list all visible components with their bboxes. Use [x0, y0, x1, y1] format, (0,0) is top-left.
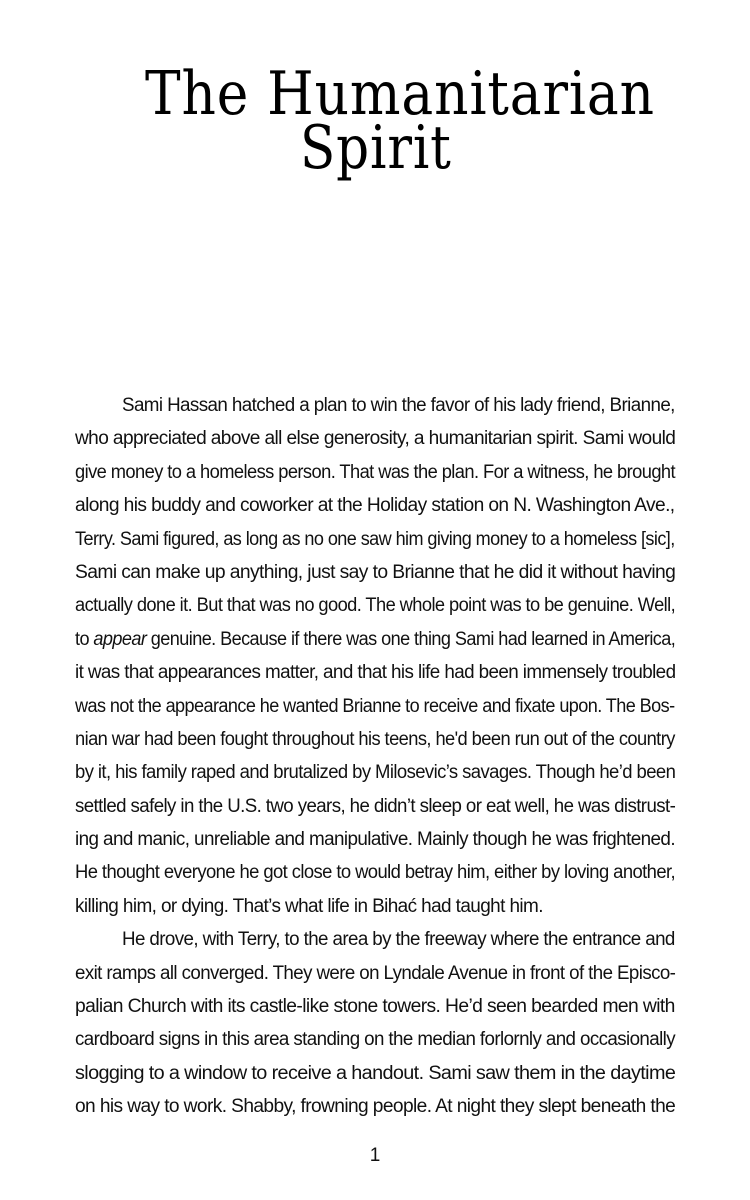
text-line: who appreciated above all else generosity, a humanitarian spirit. Sami would — [75, 428, 676, 450]
text-line: exit ramps all converged. They were on Lyndale Avenue in front of the Episco- — [75, 962, 676, 984]
text-line: cardboard signs in this area standing on the median forlornly and occasionally — [75, 1029, 676, 1051]
text-line: it was that appearances matter, and that his life had been immensely troubled — [75, 662, 676, 684]
text-line: ing and manic, unreliable and manipulative. Mainly though he was frightened. — [75, 829, 675, 851]
text-line — [75, 623, 675, 656]
text-line: actually done it. But that was no good. The whole point was to be genuine. Well, — [75, 595, 676, 617]
text-line: Sami can make up anything, just say to Brianne that he did it without having — [75, 561, 676, 583]
chapter-title-line-2: Spirit — [300, 113, 452, 183]
text-line: was not the appearance he wanted Brianne to receive and fixate upon. The Bos- — [75, 695, 675, 717]
page-number: 1 — [369, 1145, 381, 1166]
text-line: Terry. Sami figured, as long as no one saw him giving money to a homeless [sic], — [75, 528, 675, 550]
text-line: along his buddy and coworker at the Holiday station on N. Washington Ave., — [75, 495, 675, 517]
text-line: slogging to a window to receive a handout. Sami saw them in the daytime — [75, 1062, 676, 1084]
text-line: settled safely in the U.S. two years, he didn’t sleep or eat well, he was distrust- — [75, 795, 676, 817]
text-fragment: genuine. Because if there was one thing Sami had learned in America, — [146, 628, 676, 650]
chapter-title-line-1: The Humanitarian — [145, 59, 655, 129]
emphasized-word: appear — [93, 628, 147, 650]
text-line: nian war had been fought throughout his teens, he'd been run out of the country — [75, 728, 675, 750]
text-line: by it, his family raped and brutalized by Milosevic’s savages. Though he’d been — [75, 762, 676, 784]
text-line: He drove, with Terry, to the area by the freeway where the entrance and — [122, 929, 675, 951]
text-line: He thought everyone he got close to would betray him, either by loving another, — [75, 862, 676, 884]
body-text — [75, 389, 675, 1124]
text-line: killing him, or dying. That’s what life in Bihać had taught him. — [75, 895, 543, 917]
text-line: palian Church with its castle-like stone towers. He’d seen bearded men with — [75, 996, 675, 1018]
text-line: on his way to work. Shabby, frowning people. At night they slept beneath the — [75, 1096, 676, 1118]
text-line: Sami Hassan hatched a plan to win the favor of his lady friend, Brianne, — [122, 395, 675, 416]
text-fragment: to — [75, 628, 94, 650]
text-line: give money to a homeless person. That was the plan. For a witness, he brought — [75, 461, 676, 483]
